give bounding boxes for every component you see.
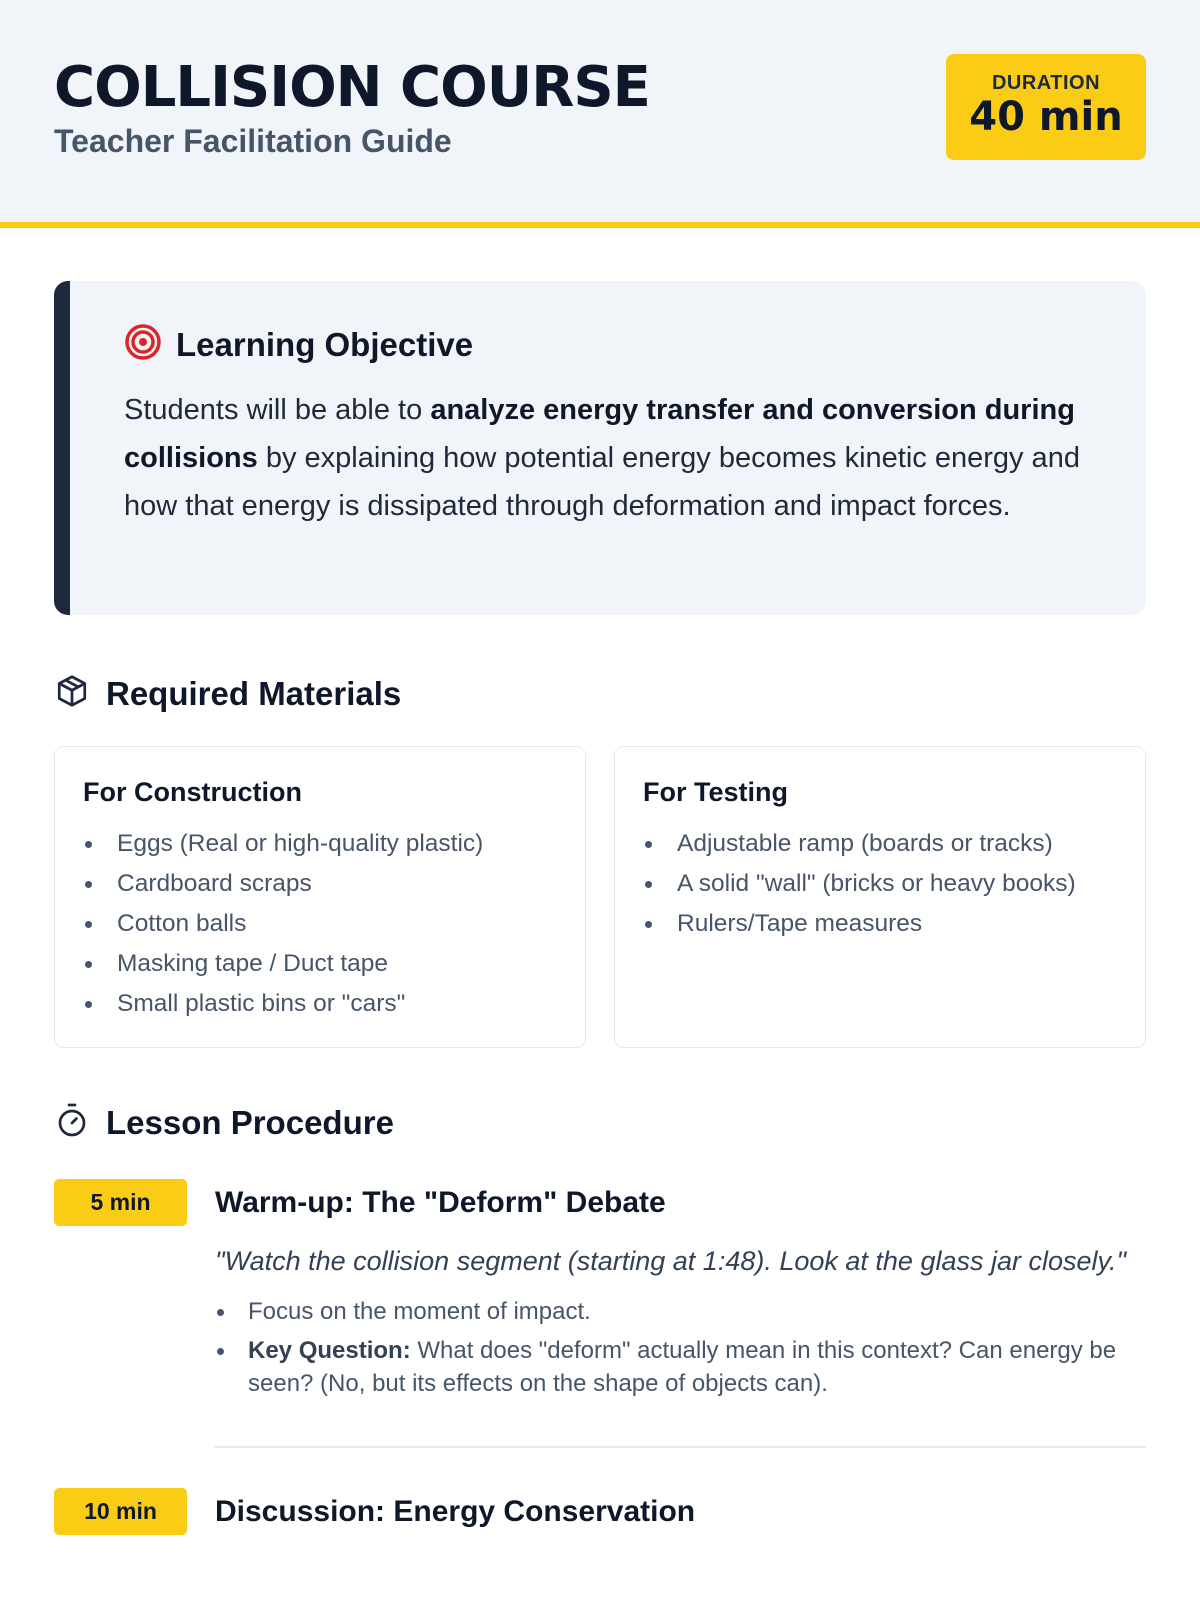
construction-card — [54, 746, 586, 1048]
step-title: Warm-up: The "Deform" Debate — [215, 1186, 666, 1219]
main-content — [0, 228, 1200, 1535]
objective-heading — [124, 323, 1096, 366]
step-divider — [215, 1446, 1146, 1448]
stopwatch-icon — [54, 1102, 90, 1143]
procedure-step — [54, 1488, 1146, 1535]
list-item: Masking tape / Duct tape — [83, 944, 557, 984]
list-item: A solid "wall" (bricks or heavy books) — [643, 864, 1117, 904]
testing-title: For Testing — [643, 777, 788, 807]
list-item: Focus on the moment of impact. — [215, 1295, 1146, 1328]
step-body — [215, 1179, 1146, 1406]
step-title: Discussion: Energy Conservation — [215, 1494, 696, 1528]
list-item: Cotton balls — [83, 904, 557, 944]
objective-text-start: Students will be able to — [124, 394, 431, 426]
materials-heading — [54, 673, 1146, 714]
objective-text — [124, 386, 1096, 530]
key-question-label: Key Question: — [248, 1337, 411, 1364]
procedure-step — [54, 1179, 1146, 1406]
testing-list — [643, 824, 1117, 944]
list-item: Cardboard scraps — [83, 864, 557, 904]
list-item: Rulers/Tape measures — [643, 904, 1117, 944]
testing-card — [614, 746, 1146, 1048]
step-bullets — [215, 1295, 1146, 1400]
learning-objective-card — [54, 281, 1146, 615]
list-item: Small plastic bins or "cars" — [83, 984, 557, 1024]
step-quote: "Watch the collision segment (starting at 1:48). Look at the glass jar closely." — [215, 1246, 1127, 1276]
box-icon — [54, 673, 90, 714]
duration-badge — [946, 54, 1146, 160]
duration-label: DURATION — [991, 72, 1101, 94]
page-title: COLLISION COURSE — [54, 55, 650, 120]
key-question-text: What does "deform" actually mean in this context? Can energy be seen? (No, but its effects on the shape of objects can). — [248, 1337, 1117, 1397]
materials-title: Required Materials — [106, 674, 402, 712]
procedure-title: Lesson Procedure — [106, 1103, 394, 1141]
step-body — [215, 1488, 1146, 1535]
list-item: Eggs (Real or high-quality plastic) — [83, 824, 557, 864]
time-badge: 5 min — [54, 1179, 187, 1226]
objective-text-bold: analyze energy transfer and conversion during collisions — [124, 394, 1075, 474]
target-icon — [124, 323, 162, 366]
list-item: Adjustable ramp (boards or tracks) — [643, 824, 1117, 864]
objective-text-end: by explaining how potential energy becomes kinetic energy and how that energy is dissipated through deformation and impact forces. — [124, 442, 1080, 522]
materials-grid — [54, 746, 1146, 1048]
page-header — [0, 0, 1200, 228]
procedure-heading — [54, 1102, 1146, 1143]
construction-list — [83, 824, 557, 1024]
list-item — [215, 1334, 1146, 1400]
page-subtitle: Teacher Facilitation Guide — [54, 123, 452, 159]
objective-title: Learning Objective — [176, 325, 474, 363]
construction-title: For Construction — [83, 777, 302, 807]
duration-value: 40 min — [969, 94, 1123, 140]
time-badge: 10 min — [54, 1488, 187, 1535]
